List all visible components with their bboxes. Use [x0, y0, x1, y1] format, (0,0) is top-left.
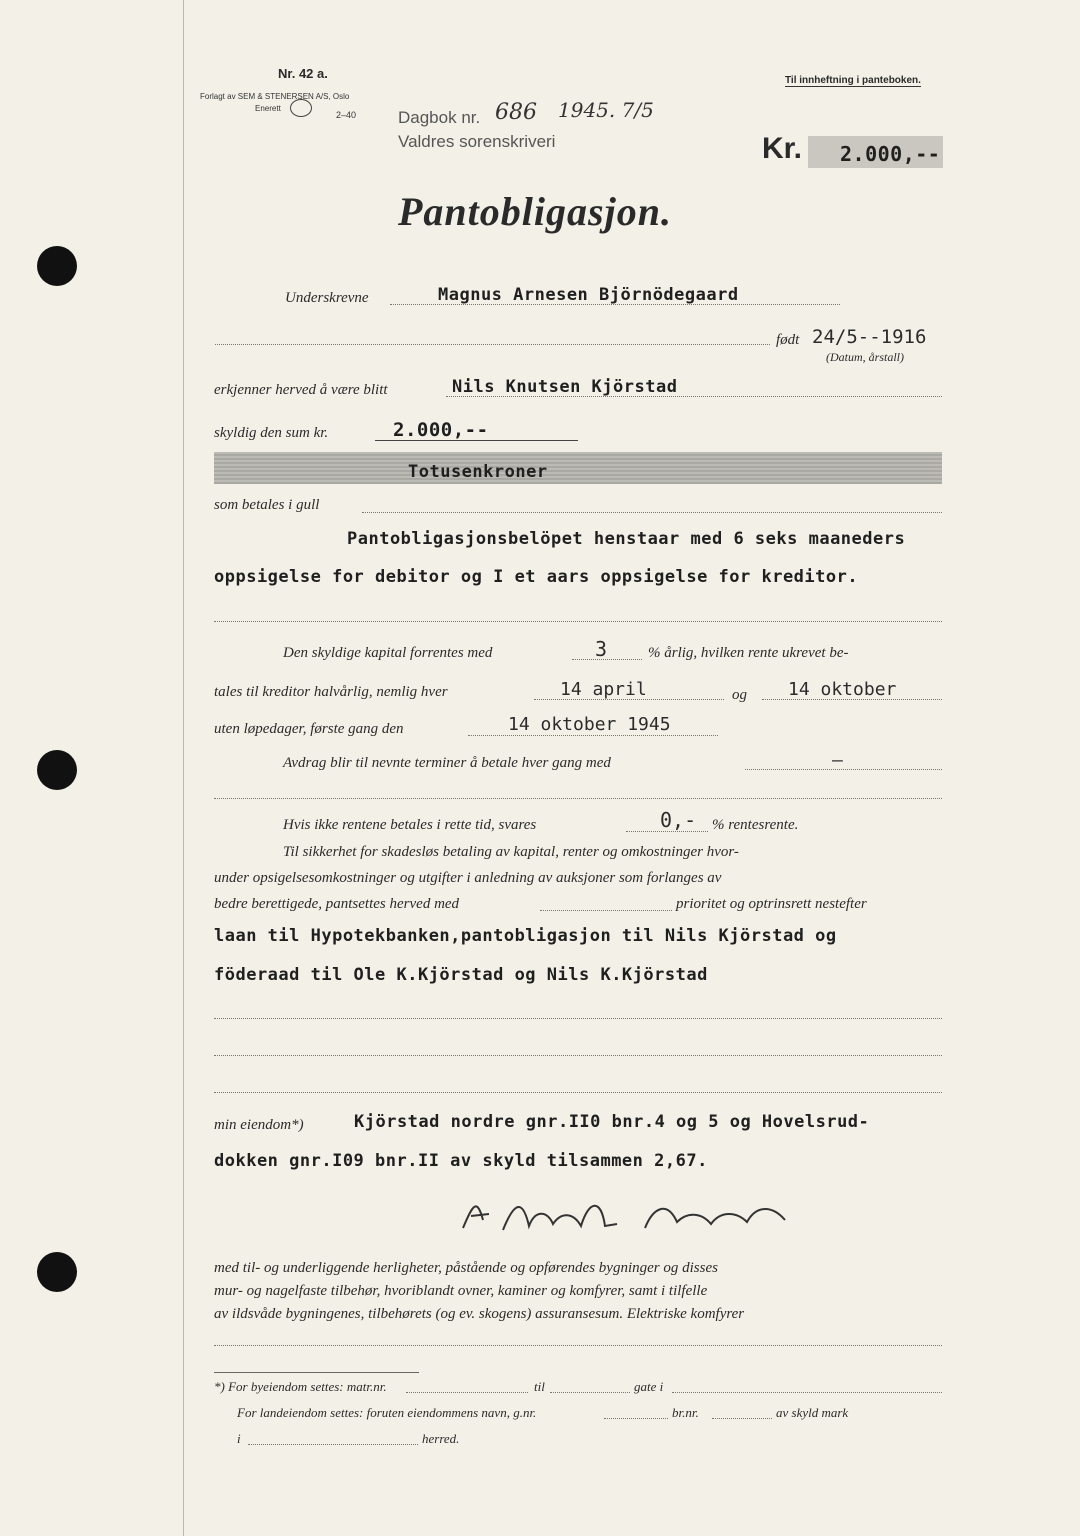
- publisher-date: 2–40: [336, 110, 357, 120]
- interest-first-date: 14 oktober 1945: [508, 714, 671, 735]
- amount-prefix: Kr.: [762, 132, 803, 165]
- interest-date1: 14 april: [560, 679, 647, 700]
- footnote-line1b: til: [534, 1379, 545, 1394]
- sum-amount: 2.000,--: [393, 419, 489, 441]
- signature-drawing: [455, 1190, 800, 1240]
- interest-og: og: [732, 687, 747, 703]
- interest-line1b: % årlig, hvilken rente ukrevet be-: [648, 645, 849, 661]
- footnote-line3b: herred.: [422, 1431, 460, 1446]
- gold-label: som betales i gull: [214, 497, 320, 513]
- priority-line1: laan til Hypotekbanken,pantobligasjon til Nils Kjörstad og: [214, 926, 837, 946]
- filing-note: Til innheftning i panteboken.: [785, 75, 921, 86]
- interest-date2: 14 oktober: [788, 679, 897, 700]
- security-line1: Til sikkerhet for skadesløs betaling av kapital, renter og omkostninger hvor-: [283, 844, 739, 860]
- publisher-logo-icon: [290, 99, 312, 117]
- dagbok-date: 1945. 7/5: [558, 98, 654, 122]
- footnote-line2c: av skyld mark: [776, 1405, 849, 1420]
- sum-words: Totusenkroner: [408, 462, 548, 482]
- header-amount: 2.000,--: [840, 142, 941, 166]
- security-line3a: bedre berettigede, pantsettes herved med: [214, 896, 460, 912]
- born-label: født: [776, 332, 800, 348]
- footnote-line2a: For landeiendom settes: foruten eiendommens navn, g.nr.: [237, 1405, 537, 1420]
- penalty-value: 0,-: [660, 808, 697, 832]
- punch-hole-bottom: [37, 1252, 77, 1292]
- clause-line3: av ildsvåde bygningenes, tilbehørets (og ev. skogens) assuransesum. Elektriske komfyrer: [214, 1306, 745, 1322]
- interest-line1a: Den skyldige kapital forrentes med: [283, 645, 493, 661]
- publisher-line1: Forlagt av SEM & STENERSEN A/S, Oslo: [200, 92, 350, 101]
- creditor-label: erkjenner herved å være blitt: [214, 382, 388, 398]
- footnote-line2b: br.nr.: [672, 1405, 699, 1420]
- amount-words-band: [214, 452, 942, 484]
- punch-hole-top: [37, 246, 77, 286]
- footnote-line3a: i: [237, 1431, 241, 1446]
- sorenskriver-stamp: Valdres sorenskriveri: [398, 132, 556, 151]
- penalty-line-b: % rentesrente.: [712, 817, 799, 833]
- property-line2: dokken gnr.I09 bnr.II av skyld tilsammen 2,67.: [214, 1151, 708, 1171]
- dagbok-label: Dagbok nr.: [398, 108, 481, 127]
- debtor-name: Magnus Arnesen Björnödegaard: [438, 285, 739, 305]
- avdrag-label: Avdrag blir til nevnte terminer å betale hver gang med: [283, 755, 611, 771]
- security-line2: under opsigelsesomkostninger og utgifter i anledning av auksjoner som forlanges av: [214, 870, 722, 886]
- sum-label: skyldig den sum kr.: [214, 425, 329, 441]
- publisher-line2: Enerett: [255, 104, 281, 113]
- dagbok-number: 686: [495, 100, 537, 125]
- avdrag-value: —: [832, 750, 843, 771]
- penalty-line-a: Hvis ikke rentene betales i rette tid, svares: [283, 817, 537, 833]
- form-number: Nr. 42 a.: [278, 66, 328, 81]
- interest-line3a: uten løpedager, første gang den: [214, 721, 404, 737]
- margin-rule: [183, 0, 184, 1536]
- security-line3b: prioritet og optrinsrett nestefter: [676, 896, 867, 912]
- terms-line2: oppsigelse for debitor og I et aars oppsigelse for kreditor.: [214, 567, 859, 587]
- priority-line2: föderaad til Ole K.Kjörstad og Nils K.Kjörstad: [214, 965, 708, 985]
- punch-hole-middle: [37, 750, 77, 790]
- document-title: Pantobligasjon.: [398, 189, 672, 234]
- property-line1: Kjörstad nordre gnr.II0 bnr.4 og 5 og Hovelsrud-: [354, 1112, 870, 1132]
- born-note: (Datum, årstall): [826, 350, 904, 364]
- born-date: 24/5--1916: [812, 326, 927, 348]
- footnote-line1a: *) For byeiendom settes: matr.nr.: [214, 1379, 387, 1394]
- creditor-name: Nils Knutsen Kjörstad: [452, 377, 678, 397]
- terms-line1: Pantobligasjonsbelöpet henstaar med 6 seks maaneders: [347, 529, 906, 549]
- debtor-label: Underskrevne: [285, 290, 369, 306]
- clause-line2: mur- og nagelfaste tilbehør, hvoriblandt ovner, kaminer og komfyrer, samt i tilfelle: [214, 1283, 708, 1299]
- property-label: min eiendom*): [214, 1117, 304, 1133]
- footnote-line1c: gate i: [634, 1379, 664, 1394]
- interest-rate: 3: [595, 637, 608, 661]
- clause-line1: med til- og underliggende herligheter, påstående og opførendes bygninger og disses: [214, 1260, 718, 1276]
- interest-line2a: tales til kreditor halvårlig, nemlig hver: [214, 684, 448, 700]
